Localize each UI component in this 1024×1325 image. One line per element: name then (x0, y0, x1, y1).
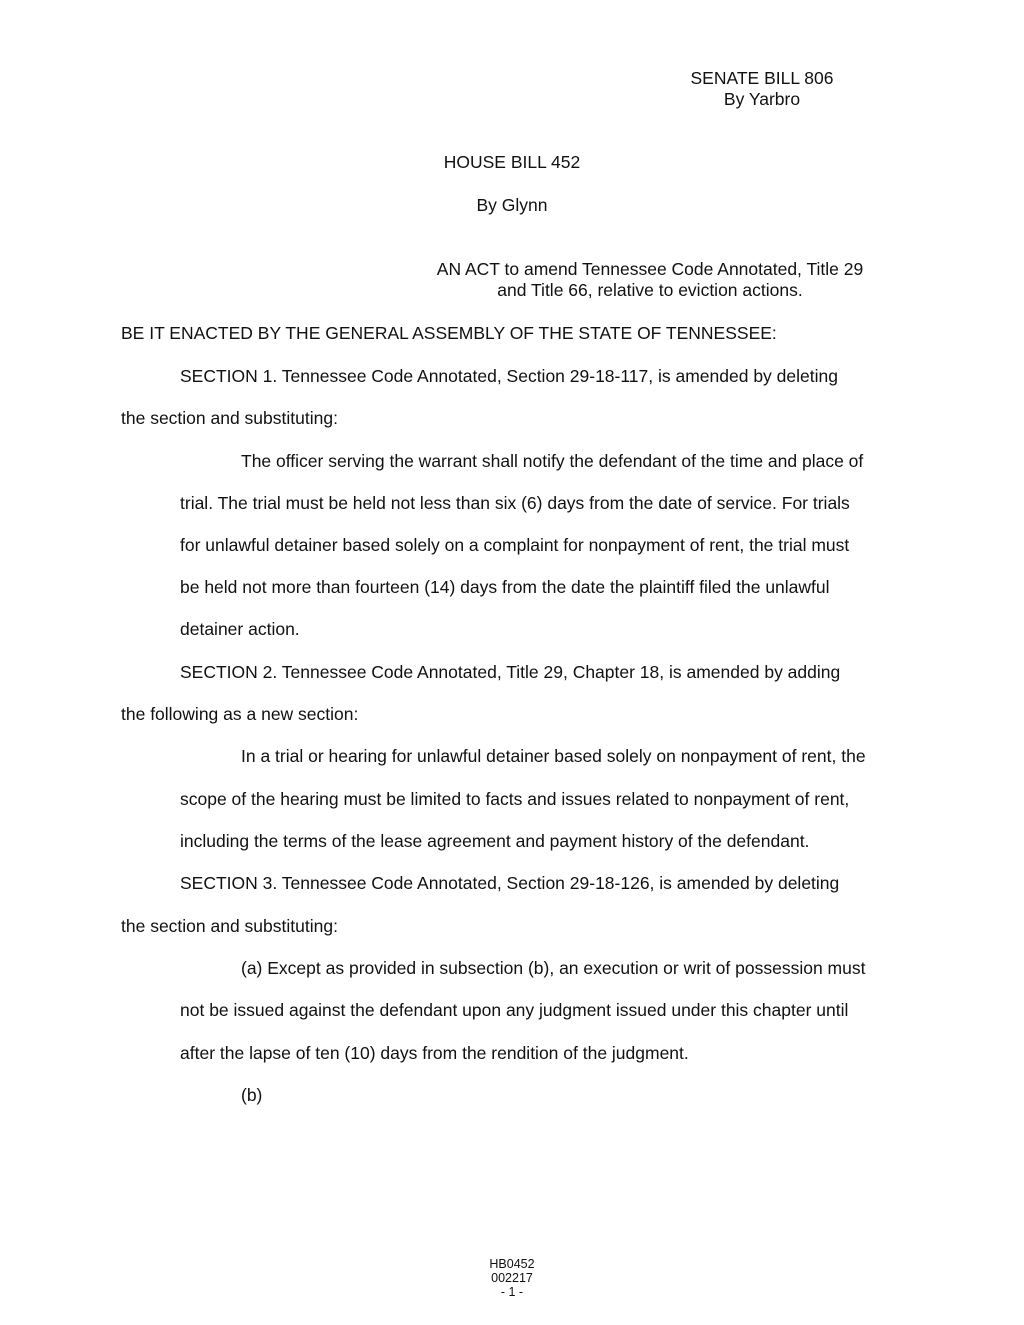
section-1-quote-line: trial. The trial must be held not less than six (6) days from the date of service. For trials (180, 493, 850, 513)
footer-doc-number: 002217 (491, 1271, 533, 1285)
section-1-continuation: the section and substituting: (121, 408, 338, 428)
section-3-heading: SECTION 3. Tennessee Code Annotated, Section 29-18-126, is amended by deleting (180, 873, 840, 893)
section-1-quote-line: The officer serving the warrant shall notify the defendant of the time and place of (241, 451, 864, 471)
section-2-quote-line: In a trial or hearing for unlawful detainer based solely on nonpayment of rent, the (241, 746, 866, 766)
footer-bill-code: HB0452 (489, 1257, 535, 1271)
house-sponsor: By Glynn (476, 195, 548, 215)
section-2-quote-line: scope of the hearing must be limited to facts and issues related to nonpayment of rent, (180, 789, 850, 809)
section-3-quote-line: after the lapse of ten (10) days from the rendition of the judgment. (180, 1043, 689, 1063)
caption-line-2: and Title 66, relative to eviction actions. (497, 280, 803, 300)
section-1-heading: SECTION 1. Tennessee Code Annotated, Section 29-18-117, is amended by deleting (180, 366, 838, 386)
section-2-heading: SECTION 2. Tennessee Code Annotated, Title 29, Chapter 18, is amended by adding (180, 662, 841, 682)
page-number: - 1 - (500, 1285, 524, 1299)
senate-bill-number: SENATE BILL 806 (690, 68, 834, 88)
enacting-clause: BE IT ENACTED BY THE GENERAL ASSEMBLY OF THE STATE OF TENNESSEE: (121, 323, 777, 343)
section-3-continuation: the section and substituting: (121, 916, 338, 936)
senate-sponsor: By Yarbro (723, 89, 801, 109)
section-1-quote-line: for unlawful detainer based solely on a complaint for nonpayment of rent, the trial must (180, 535, 850, 555)
house-bill-number: HOUSE BILL 452 (443, 152, 581, 172)
caption-line-1: AN ACT to amend Tennessee Code Annotated, Title 29 (436, 259, 864, 279)
section-2-quote-line: including the terms of the lease agreement and payment history of the defendant. (180, 831, 810, 851)
section-1-quote-line: detainer action. (180, 619, 300, 639)
section-1-quote-line: be held not more than fourteen (14) days from the date the plaintiff filed the unlawful (180, 577, 830, 597)
section-3-quote-line: (a) Except as provided in subsection (b), an execution or writ of possession must (241, 958, 866, 978)
section-3-subsection-b: (b) (241, 1085, 263, 1105)
section-3-quote-line: not be issued against the defendant upon any judgment issued under this chapter until (180, 1000, 849, 1020)
section-2-continuation: the following as a new section: (121, 704, 359, 724)
